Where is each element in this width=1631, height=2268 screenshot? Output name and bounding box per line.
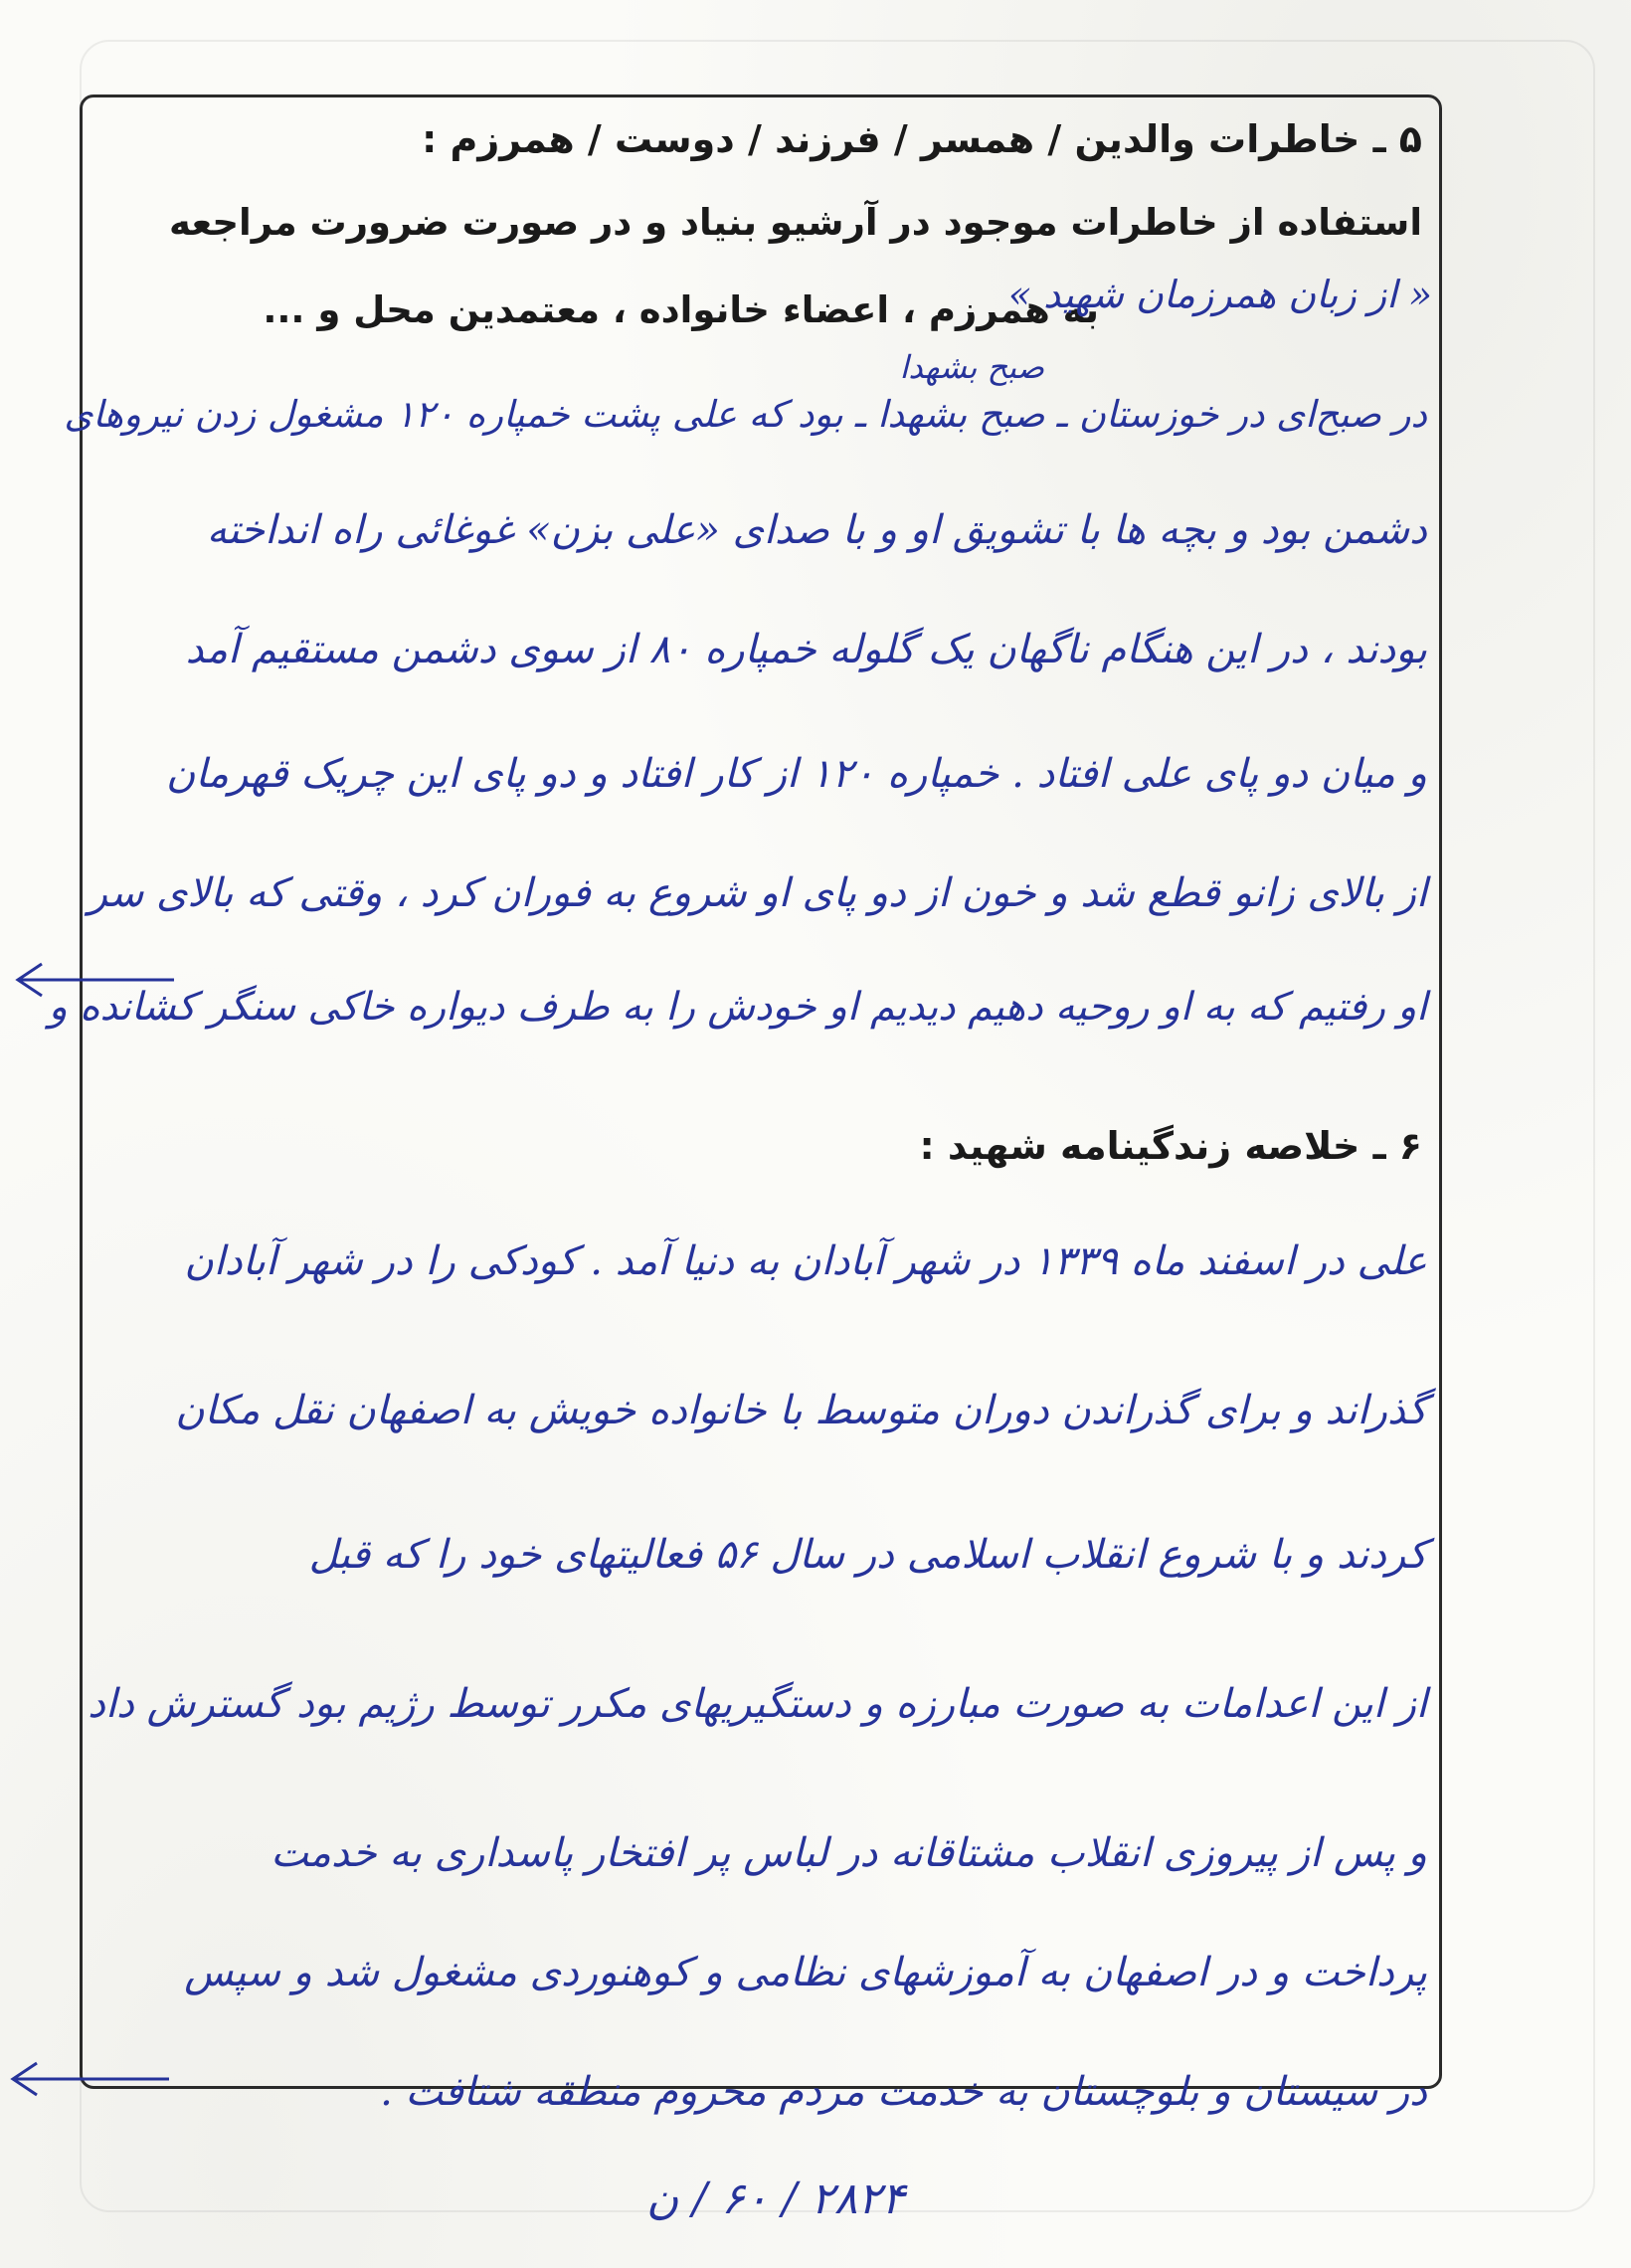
section6-line-2: گذراند و برای گذراندن دوران متوسط با خانواده خویش به اصفهان نقل مکان <box>175 1388 1427 1433</box>
section6-line-4: از این اعدامات به صورت مبارزه و دستگیریهای مکرر توسط رژیم بود گسترش داد <box>88 1681 1427 1727</box>
section6-line-6: پرداخت و در اصفهان به آموزشهای نظامی و کوهنوردی مشغول شد و سپس <box>184 1950 1427 1995</box>
section6-line-3: کردند و با شروع انقلاب اسلامی در سال ۵۶ فعالیتهای خود را که قبل <box>308 1532 1427 1578</box>
section5-instruction-line2: به همرزم ، اعضاء خانواده ، معتمدین محل و ... <box>263 288 1099 331</box>
section6-line-7: در سیستان و بلوچستان به خدمت مردم محروم منطقه شتافت . <box>380 2069 1427 2115</box>
section5-line-1: در صبح‌ای در خوزستان ـ صبح بشهدا ـ بود که علی پشت خمپاره ۱۲۰ مشغول زدن نیروهای <box>64 393 1427 436</box>
section5-insert-note: صبح بشهدا <box>899 348 1044 386</box>
section6-heading: ۶ ـ خلاصه زندگینامه شهید : <box>919 1124 1422 1168</box>
section5-line-4: و میان دو پای علی افتاد . خمپاره ۱۲۰ از کار افتاد و دو پای این چریک قهرمان <box>166 751 1427 797</box>
section5-line-2: دشمن بود و بچه ها با تشویق او و با صدای «علی بزن» غوغائی راه انداخته <box>206 507 1427 553</box>
section5-handwritten-title: « از زبان همرزمان شهید » <box>1007 273 1432 316</box>
left-arrow-icon <box>5 2059 174 2099</box>
section5-line-3: بودند ، در این هنگام ناگهان یک گلوله خمپاره ۸۰ از سوی دشمن مستقیم آمد <box>185 627 1427 672</box>
footer-reference-note: ۲۸۲۴ / ۶۰ / ن <box>646 2174 905 2224</box>
section6-line-1: علی در اسفند ماه ۱۳۳۹ در شهر آبادان به دنیا آمد . کودکی را در شهر آبادان <box>184 1238 1427 1284</box>
section5-heading: ۵ ـ خاطرات والدین / همسر / فرزند / دوست / همرزم : <box>422 117 1422 161</box>
left-arrow-icon <box>10 960 179 1000</box>
section5-line-5: از بالای زانو قطع شد و خون از دو پای او شروع به فوران کرد ، وقتی که بالای سر <box>88 870 1427 916</box>
section5-instruction-line1: استفاده از خاطرات موجود در آرشیو بنیاد و در صورت ضرورت مراجعه <box>169 201 1422 244</box>
section5-line-6: او رفتیم که به او روحیه دهیم دیدیم او خودش را به طرف دیواره خاکی سنگر کشانده و <box>48 985 1427 1030</box>
section6-line-5: و پس از پیروزی انقلاب مشتاقانه در لباس پر افتخار پاسداری به خدمت <box>271 1830 1427 1876</box>
